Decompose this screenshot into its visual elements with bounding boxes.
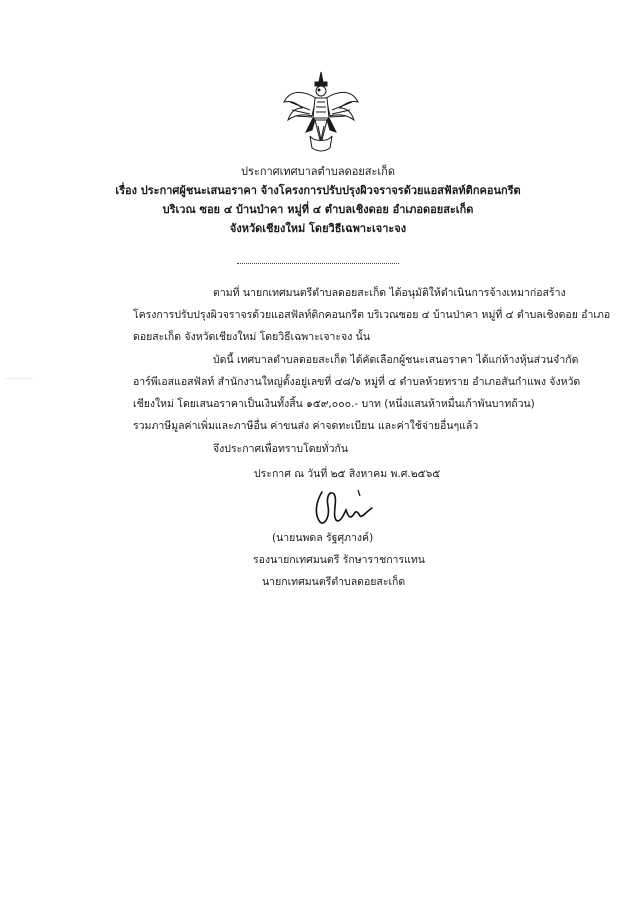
subject-line-2: บริเวณ ซอย ๔ บ้านป่าคา หมู่ที่ ๔ ตำบลเชิงดอย อำเภอดอยสะเก็ด (162, 203, 474, 216)
scan-mark (5, 378, 33, 379)
announcement-date: ประกาศ ณ วันที่ ๒๕ สิงหาคม พ.ศ.๒๕๖๕ (254, 468, 441, 480)
subject-line-1: เรื่อง ประกาศผู้ชนะเสนอราคา จ้างโครงการปรับปรุงผิวจราจรด้วยแอสฟัลท์ติกคอนกรีต (115, 184, 521, 197)
garuda-emblem-icon (282, 70, 360, 152)
paragraph-1-line-3: ดอยสะเก็ด จังหวัดเชียงใหม่ โดยวิธีเฉพาะเจาะจง นั้น (133, 331, 371, 343)
paragraph-1-line-2: โครงการปรับปรุงผิวจราจรด้วยแอสฟัลท์ติกคอนกรีต บริเวณซอย ๔ บ้านป่าคา หมู่ที่ ๔ ตำบลเชิงดอย อำเภอ (133, 309, 611, 321)
paragraph-3: จึงประกาศเพื่อทราบโดยทั่วกัน (213, 443, 349, 455)
separator-dots (237, 263, 399, 264)
signature-icon (300, 484, 390, 530)
signer-title-2: นายกเทศมนตรีตำบลดอยสะเก็ด (262, 576, 406, 588)
paragraph-2-line-3: เชียงใหม่ โดยเสนอราคาเป็นเงินทั้งสิ้น ๑๕๙,๐๐๐.- บาท (หนึ่งแสนห้าหมื่นเก้าพันบาทถ้วน) (133, 398, 535, 410)
announcement-title: ประกาศเทศบาลตำบลดอยสะเก็ด (241, 165, 395, 178)
signer-title-1: รองนายกเทศมนตรี รักษาราชการแทน (253, 554, 425, 566)
paragraph-1-line-1: ตามที่ นายกเทศมนตรีตำบลดอยสะเก็ด ได้อนุมัติให้ดำเนินการจ้างเหมาก่อสร้าง (213, 287, 566, 299)
subject-line-3: จังหวัดเชียงใหม่ โดยวิธีเฉพาะเจาะจง (229, 222, 407, 235)
paragraph-2-line-2: อาร์พีเอสแอสฟัลท์ สำนักงานใหญ่ตั้งอยู่เลขที่ ๔๘/๖ หมู่ที่ ๔ ตำบลห้วยทราย อำเภอสันกำแพง จังหวัด (133, 376, 581, 388)
paragraph-2-line-4: รวมภาษีมูลค่าเพิ่มและภาษีอื่น ค่าขนส่ง ค่าจดทะเบียน และค่าใช้จ่ายอื่นๆแล้ว (133, 420, 479, 432)
signer-name: (นายนพดล รัฐศุภางค์) (272, 532, 374, 544)
paragraph-2-line-1: บัดนี้ เทศบาลตำบลดอยสะเก็ด ได้คัดเลือกผู้ชนะเสนอราคา ได้แก่ห้างหุ้นส่วนจำกัด (213, 354, 579, 366)
